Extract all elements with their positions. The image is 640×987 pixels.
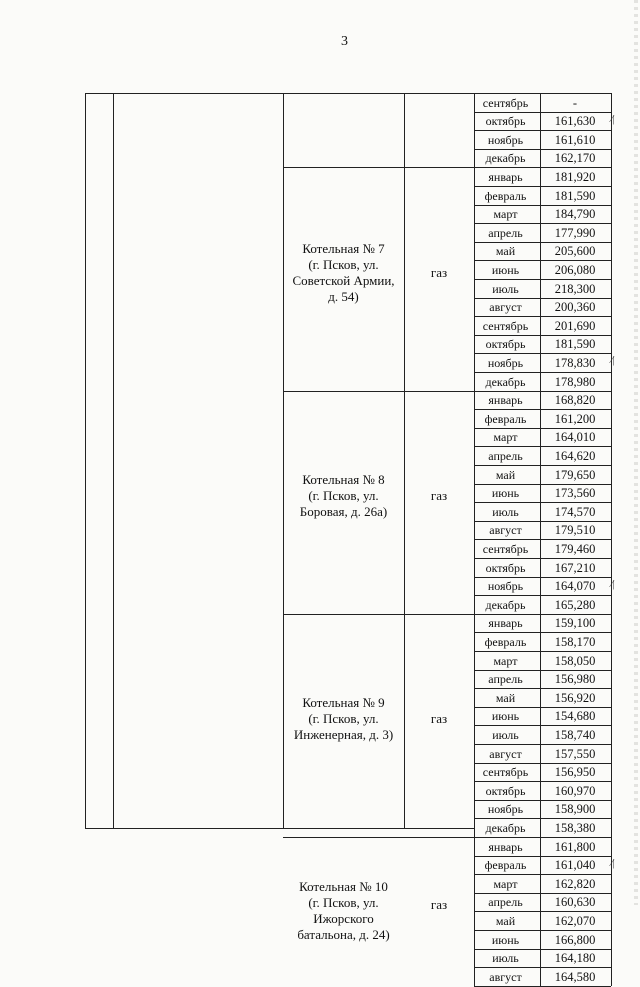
month-value: 162,820	[554, 876, 596, 891]
month-label: март	[493, 876, 518, 891]
month-label: май	[495, 244, 516, 259]
month-value: -	[572, 95, 578, 110]
month-value: 179,510	[554, 523, 596, 538]
month-label: октябрь	[485, 337, 526, 352]
month-value: 205,600	[554, 244, 596, 259]
month-value: 173,560	[554, 486, 596, 501]
month-label: июнь	[491, 486, 520, 501]
month-value: 181,590	[554, 337, 596, 352]
month-label: июль	[492, 951, 519, 966]
boiler-name: Котельная № 7	[302, 241, 385, 256]
month-label: октябрь	[485, 114, 526, 129]
month-value: 162,070	[554, 913, 596, 928]
month-value: 159,100	[554, 616, 596, 631]
month-label: ноябрь	[487, 355, 524, 370]
boiler-address-line: (г. Псков, ул.	[308, 895, 379, 911]
month-label: ноябрь	[487, 802, 524, 817]
boiler-address-line: (г. Псков, ул.	[308, 488, 379, 504]
month-value: 160,970	[554, 783, 596, 798]
month-label: февраль	[484, 634, 527, 649]
month-value: 156,980	[554, 672, 596, 687]
block-divider	[283, 391, 474, 392]
month-value: 179,460	[554, 541, 596, 556]
month-value: 158,900	[554, 802, 596, 817]
month-label: июнь	[491, 262, 520, 277]
month-value: 158,170	[554, 634, 596, 649]
table-border-bottom-left	[85, 828, 474, 829]
fuel-type: газ	[430, 265, 448, 280]
month-label: апрель	[488, 672, 523, 687]
month-label: декабрь	[485, 597, 526, 612]
month-value: 160,630	[554, 895, 596, 910]
month-value: 181,920	[554, 169, 596, 184]
month-value: 164,010	[554, 430, 596, 445]
month-label: сентябрь	[482, 765, 529, 780]
month-value: 162,170	[554, 151, 596, 166]
month-label: октябрь	[485, 783, 526, 798]
month-value: 161,630	[554, 114, 596, 129]
month-label: декабрь	[485, 151, 526, 166]
month-value: 156,920	[554, 690, 596, 705]
boiler-name: Котельная № 9	[302, 695, 385, 711]
boiler-name-cell	[283, 241, 404, 305]
month-label: октябрь	[485, 560, 526, 575]
boiler-address-line: батальона, д. 24)	[297, 927, 390, 943]
boiler-name-cell	[283, 879, 404, 943]
month-value: 164,070	[554, 579, 596, 594]
month-value: 200,360	[554, 300, 596, 315]
block-divider	[283, 614, 474, 615]
month-value: 161,040	[554, 858, 596, 873]
month-label: июнь	[491, 932, 520, 947]
month-value: 167,210	[554, 560, 596, 575]
month-value: 168,820	[554, 393, 596, 408]
month-label: март	[493, 207, 518, 222]
month-label: апрель	[488, 895, 523, 910]
boiler-address-line: Ижорского	[313, 911, 374, 927]
month-label: апрель	[488, 225, 523, 240]
month-value: 178,980	[554, 374, 596, 389]
month-label: июль	[492, 727, 519, 742]
month-value: 161,200	[554, 411, 596, 426]
month-label: январь	[488, 169, 523, 184]
month-value: 157,550	[554, 746, 596, 761]
month-value: 181,590	[554, 188, 596, 203]
month-label: март	[493, 653, 518, 668]
month-value: 178,830	[554, 355, 596, 370]
month-label: январь	[488, 616, 523, 631]
month-value: 158,740	[554, 727, 596, 742]
month-label: июль	[492, 504, 519, 519]
month-value: 206,080	[554, 262, 596, 277]
fuel-type: газ	[430, 897, 448, 913]
table-border-vertical	[611, 93, 612, 986]
page-number: 3	[341, 34, 348, 49]
month-label: декабрь	[485, 374, 526, 389]
month-value: 154,680	[554, 709, 596, 724]
month-value: 156,950	[554, 765, 596, 780]
month-value: 166,800	[554, 932, 596, 947]
month-value: 179,650	[554, 467, 596, 482]
month-label: январь	[488, 839, 523, 854]
boiler-address-line: (г. Псков, ул.	[308, 711, 379, 727]
boiler-address-line: Боровая, д. 26а)	[299, 504, 388, 520]
month-value: 161,610	[554, 132, 596, 147]
check-mark-icon: ⁄|	[611, 857, 615, 869]
check-mark-icon: ⁄|	[611, 113, 615, 125]
month-value: 158,050	[554, 653, 596, 668]
month-value: 218,300	[554, 281, 596, 296]
boiler-name: Котельная № 8	[302, 472, 385, 488]
boiler-address-line: Советской Армии,	[292, 273, 395, 288]
month-label: ноябрь	[487, 579, 524, 594]
month-label: май	[495, 690, 516, 705]
month-value: 201,690	[554, 318, 596, 333]
month-value: 164,620	[554, 448, 596, 463]
month-label: май	[495, 913, 516, 928]
boiler-address-line: (г. Псков, ул.	[308, 257, 379, 272]
month-label: ноябрь	[487, 132, 524, 147]
month-label: июль	[492, 281, 519, 296]
check-mark-icon: ⁄|	[611, 578, 615, 590]
month-label: декабрь	[485, 820, 526, 835]
month-value: 164,180	[554, 951, 596, 966]
month-value: 177,990	[554, 225, 596, 240]
month-label: август	[489, 300, 522, 315]
boiler-name-cell	[283, 695, 404, 743]
month-label: август	[489, 523, 522, 538]
fuel-type: газ	[430, 711, 448, 727]
boiler-address-line: д. 54)	[328, 289, 359, 304]
month-value: 161,800	[554, 839, 596, 854]
table-border-vertical	[113, 93, 114, 828]
month-label: август	[489, 969, 522, 984]
month-value: 165,280	[554, 597, 596, 612]
block-divider	[283, 837, 474, 838]
boiler-name: Котельная № 10	[299, 879, 388, 895]
month-value: 174,570	[554, 504, 596, 519]
month-value: 158,380	[554, 820, 596, 835]
block-divider	[283, 167, 474, 168]
month-value: 184,790	[554, 207, 596, 222]
check-mark-icon: ⁄|	[611, 355, 615, 367]
month-label: февраль	[484, 188, 527, 203]
table-border-vertical	[85, 93, 86, 828]
month-label: февраль	[484, 411, 527, 426]
month-label: март	[493, 430, 518, 445]
month-label: февраль	[484, 858, 527, 873]
month-label: август	[489, 746, 522, 761]
month-value: 164,580	[554, 969, 596, 984]
fuel-type: газ	[430, 488, 448, 504]
month-label: май	[495, 467, 516, 482]
month-label: апрель	[488, 448, 523, 463]
month-label: сентябрь	[482, 318, 529, 333]
month-label: июнь	[491, 709, 520, 724]
month-label: сентябрь	[482, 541, 529, 556]
boiler-name-cell	[283, 472, 404, 520]
month-label: январь	[488, 393, 523, 408]
boiler-address-line: Инженерная, д. 3)	[293, 727, 394, 743]
month-label: сентябрь	[482, 95, 529, 110]
